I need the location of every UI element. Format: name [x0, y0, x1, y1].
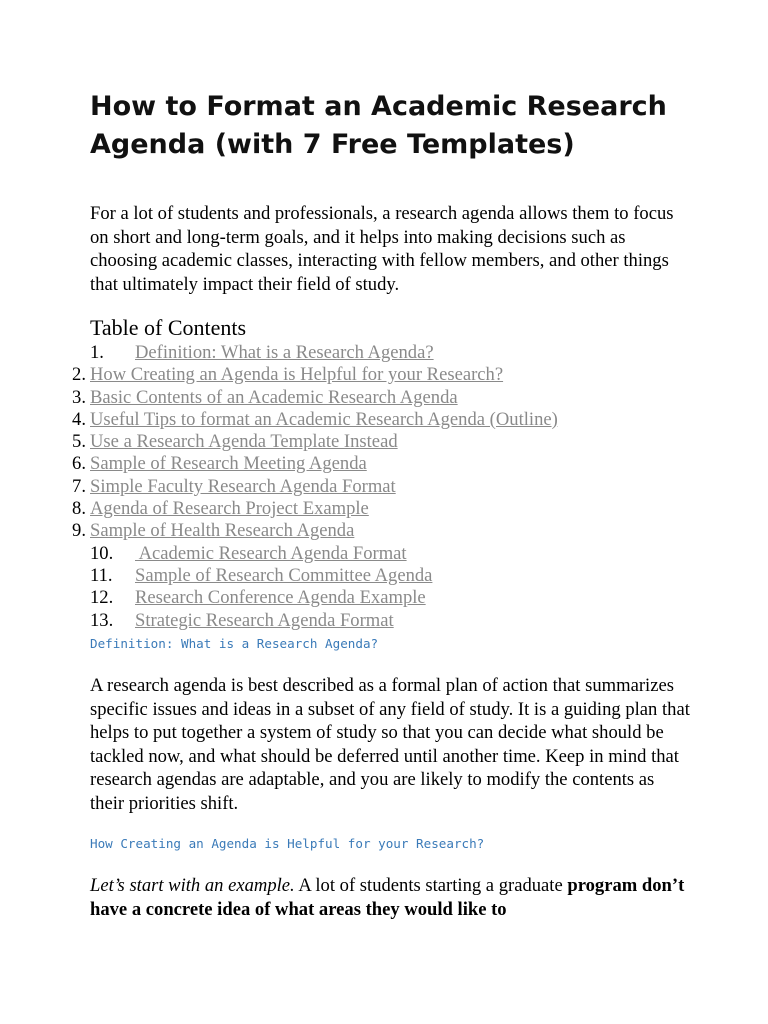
toc-link-strategic-format[interactable]: Strategic Research Agenda Format — [135, 609, 394, 631]
toc-link-meeting-agenda[interactable]: Sample of Research Meeting Agenda — [90, 453, 367, 475]
toc-item — [0, 409, 768, 431]
toc-link-health-agenda[interactable]: Sample of Health Research Agenda — [90, 520, 355, 542]
toc-item — [0, 543, 768, 565]
toc-item-number: 12. — [90, 587, 114, 609]
definition-paragraph: A research agenda is best described as a formal plan of action that summarizes specific issues and ideas in a subset of any field of study. It is a guiding plan that helps to put together a system of study so that you can decide what should be tackled now, and what should be deferred until another time. Keep in mind that research agendas are adaptable, and you are likely to modify the contents as their priorities shift. — [90, 675, 690, 814]
toc-item-number: 8. — [72, 498, 86, 520]
toc-link-committee-agenda[interactable]: Sample of Research Committee Agenda — [135, 564, 433, 586]
toc-item-number: 10. — [90, 542, 114, 564]
toc-link-template[interactable]: Use a Research Agenda Template Instead — [90, 431, 398, 453]
toc-item-number: 1. — [90, 342, 104, 363]
example-lead-in: Let’s start with an example. — [90, 875, 295, 896]
toc-link-project-example[interactable]: Agenda of Research Project Example — [90, 498, 369, 520]
toc-link-useful-tips[interactable]: Useful Tips to format an Academic Research Agenda (Outline) — [90, 408, 558, 430]
toc-item — [0, 431, 768, 453]
toc-item — [0, 520, 768, 542]
toc-item — [0, 610, 768, 632]
toc-item-number: 2. — [72, 364, 86, 386]
toc-item-number: 5. — [72, 431, 86, 453]
toc-heading: Table of Contents — [90, 315, 247, 340]
toc-item — [0, 476, 768, 498]
toc-item — [0, 387, 768, 409]
toc-link-definition[interactable]: Definition: What is a Research Agenda? — [135, 342, 434, 363]
toc-link-faculty-format[interactable]: Simple Faculty Research Agenda Format — [90, 475, 396, 497]
toc-item-number: 9. — [72, 520, 86, 542]
toc-item — [0, 498, 768, 520]
toc-link-conference-example[interactable]: Research Conference Agenda Example — [135, 587, 426, 609]
toc-item-number: 7. — [72, 475, 86, 497]
toc-item-number: 4. — [72, 408, 86, 430]
toc-item — [0, 364, 768, 386]
table-of-contents — [0, 342, 768, 632]
section-heading-definition: Definition: What is a Research Agenda? — [90, 636, 379, 651]
toc-item — [0, 587, 768, 609]
toc-item-number: 3. — [72, 386, 86, 408]
toc-item-number: 13. — [90, 609, 114, 631]
toc-item-number: 6. — [72, 453, 86, 475]
toc-item — [0, 453, 768, 475]
section-heading-helpful: How Creating an Agenda is Helpful for your Research? — [90, 836, 485, 851]
toc-link-helpful[interactable]: How Creating an Agenda is Helpful for your Research? — [90, 364, 504, 386]
helpful-text-bold: program don’t have a concrete idea of what areas they would like to — [90, 875, 685, 920]
helpful-paragraph — [90, 874, 690, 921]
page-title: How to Format an Academic Research Agenda (with 7 Free Templates) — [90, 91, 667, 160]
intro-paragraph: For a lot of students and professionals, a research agenda allows them to focus on short and long-term goals, and it helps into making decisions such as choosing academic classes, interacting with fellow members, and other things that ultimately impact their field of study. — [90, 203, 674, 295]
toc-item — [0, 565, 768, 587]
toc-link-academic-format[interactable]: Academic Research Agenda Format — [135, 542, 407, 564]
toc-link-basic-contents[interactable]: Basic Contents of an Academic Research Agenda — [90, 386, 458, 408]
toc-item-number: 11. — [90, 564, 113, 586]
helpful-text: A lot of students starting a graduate — [294, 875, 568, 896]
toc-item — [0, 342, 768, 364]
